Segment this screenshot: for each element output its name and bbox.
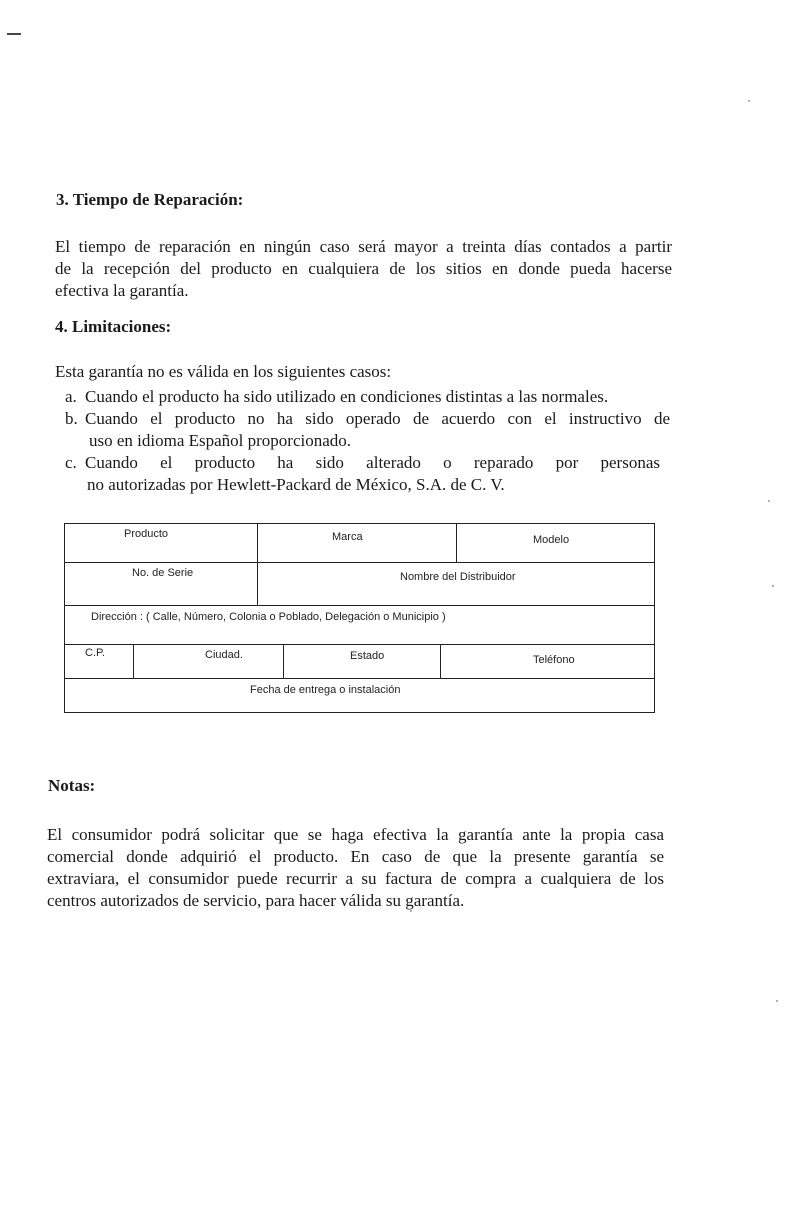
estado-label: Estado bbox=[350, 650, 385, 662]
limitation-item bbox=[65, 452, 665, 496]
section-3-paragraph bbox=[55, 236, 672, 302]
modelo-label: Modelo bbox=[533, 534, 570, 546]
notas-heading: Notas: bbox=[48, 776, 96, 795]
producto-field[interactable] bbox=[64, 523, 258, 563]
cp-field[interactable] bbox=[64, 644, 134, 679]
marca-label: Marca bbox=[332, 531, 363, 543]
distribuidor-field[interactable] bbox=[257, 562, 655, 606]
section-3-heading: 3. Tiempo de Reparación: bbox=[56, 190, 244, 209]
paragraph-line: extraviara, el consumidor puede recurrir a su factura de compra a cualquiera de los bbox=[47, 869, 664, 888]
item-text: Cuando el producto ha sido utilizado en condiciones distintas a las normales. bbox=[85, 387, 609, 406]
item-text-continued: no autorizadas por Hewlett-Packard de México, S.A. de C. V. bbox=[87, 475, 505, 494]
item-text-continued: uso en idioma Español proporcionado. bbox=[89, 431, 352, 450]
scan-speck bbox=[772, 585, 774, 587]
limitation-item bbox=[65, 386, 670, 408]
section-4-heading: 4. Limitaciones: bbox=[55, 317, 172, 336]
scan-speck bbox=[748, 100, 750, 102]
marca-field[interactable] bbox=[257, 523, 457, 563]
no-serie-label: No. de Serie bbox=[132, 567, 194, 579]
notas-paragraph bbox=[47, 824, 664, 912]
paragraph-line: El tiempo de reparación en ningún caso será mayor a treinta días contados a partir bbox=[55, 237, 672, 256]
warranty-form bbox=[64, 523, 655, 713]
fecha-label: Fecha de entrega o instalación bbox=[250, 684, 401, 696]
item-text: Cuando el producto no ha sido operado de acuerdo con el instructivo de bbox=[85, 409, 670, 428]
estado-field[interactable] bbox=[283, 644, 441, 679]
paragraph-line: efectiva la garantía. bbox=[55, 281, 189, 300]
producto-label: Producto bbox=[124, 528, 169, 540]
telefono-label: Teléfono bbox=[533, 654, 575, 666]
item-text: Cuando el producto ha sido alterado o reparado por personas bbox=[85, 453, 660, 472]
no-serie-field[interactable] bbox=[64, 562, 258, 606]
paragraph-line: comercial donde adquirió el producto. En caso de que la presente garantía se bbox=[47, 847, 664, 866]
direccion-field[interactable] bbox=[64, 605, 655, 645]
modelo-field[interactable] bbox=[456, 523, 655, 563]
fecha-field[interactable] bbox=[64, 678, 655, 713]
item-letter: b. bbox=[65, 409, 78, 428]
scan-speck bbox=[410, 910, 412, 912]
limitations-intro: Esta garantía no es válida en los siguientes casos: bbox=[55, 362, 392, 381]
scan-speck bbox=[768, 500, 770, 502]
direccion-label: Dirección : ( Calle, Número, Colonia o Poblado, Delegación o Municipio ) bbox=[91, 611, 446, 623]
paragraph-line: centros autorizados de servicio, para hacer válida su garantía. bbox=[47, 891, 465, 910]
limitation-item bbox=[65, 408, 670, 452]
ciudad-field[interactable] bbox=[133, 644, 284, 679]
item-letter: a. bbox=[65, 387, 77, 406]
paragraph-line: de la recepción del producto en cualquiera de los sitios en donde pueda hacerse bbox=[55, 259, 672, 278]
item-letter: c. bbox=[65, 453, 77, 472]
distribuidor-label: Nombre del Distribuidor bbox=[400, 571, 516, 583]
scan-speck bbox=[776, 1000, 778, 1002]
scan-mark bbox=[7, 33, 21, 35]
cp-label: C.P. bbox=[85, 647, 105, 659]
telefono-field[interactable] bbox=[440, 644, 655, 679]
ciudad-label: Ciudad. bbox=[205, 649, 243, 661]
paragraph-line: El consumidor podrá solicitar que se haga efectiva la garantía ante la propia casa bbox=[47, 825, 664, 844]
